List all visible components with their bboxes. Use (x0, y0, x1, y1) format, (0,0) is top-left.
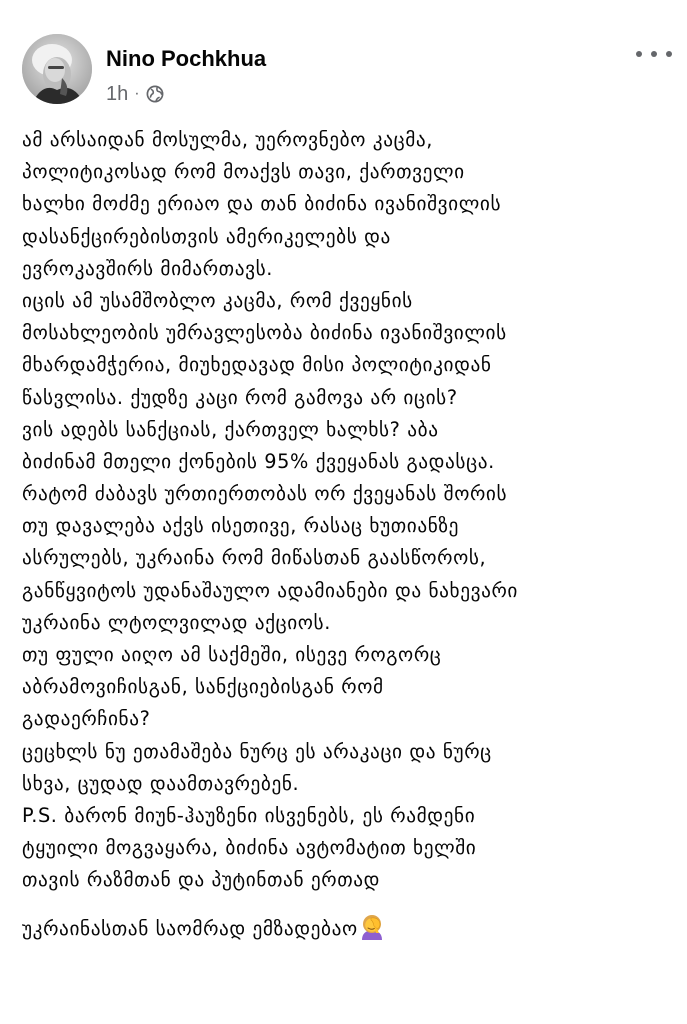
post-line: იცის ამ უსამშობლო კაცმა, რომ ქვეყნის (22, 288, 413, 312)
post-line: მოსახლეობის უმრავლესობა ბიძინა ივანიშვილის (22, 321, 507, 345)
dot (636, 51, 642, 57)
post-line: ცეცხლს ნუ ეთამაშება ნურც ეს არაკაცი და ნურც (22, 739, 492, 763)
post-line: ტყუილი მოგვაყარა, ბიძინა ავტომატით ხელში (22, 836, 477, 860)
post-line: მხარდამჭერია, მიუხედავად მისი პოლიტიკიდან (22, 353, 492, 377)
avatar-photo (22, 34, 92, 104)
author-name[interactable]: Nino Pochkhua (106, 46, 267, 71)
more-horizontal-icon[interactable] (636, 42, 672, 66)
post-line: რატომ ძაბავს ურთიერთობას ორ ქვეყანას შორის (22, 482, 508, 506)
post-line: პოლიტიკოსად რომ მოაქვს თავი, ქართველი (22, 160, 465, 184)
post-line: თავის რაზმთან და პუტინთან ერთად (22, 868, 380, 892)
post-line: ხალხი მოძმე ერიაო და თან ბიძინა ივანიშვილის (22, 192, 502, 216)
post-line: ვის ადებს სანქციას, ქართველ ხალხს? აბა (22, 417, 439, 441)
facepalm-emoji-icon (359, 914, 385, 940)
post-line: თუ ფული აიღო ამ საქმეში, ისევე როგორც (22, 643, 442, 666)
dot (651, 51, 657, 57)
post-line: სხვა, ცუდად დაამთავრებენ. (22, 771, 300, 795)
post-line: ასრულებს, უკრაინა რომ მიწასთან გაასწოროს, (22, 546, 487, 570)
post-text (22, 124, 682, 945)
meta-separator: · (134, 85, 140, 102)
post-line: აბრამოვიჩისგან, სანქციებისგან რომ (22, 675, 384, 699)
post-line-last (22, 913, 682, 945)
post-line: P.S. ბარონ მიუნ-ჰაუზენი ისვენებს, ეს რამდენი (22, 803, 476, 827)
post-line-last-text: უკრაინასთან საომრად ემზადებაო (22, 916, 358, 940)
post-meta (106, 82, 164, 106)
post-line: ამ არსაიდან მოსულმა, უეროვნებო კაცმა, (22, 128, 433, 151)
post-line: ევროკავშირს მიმართავს. (22, 256, 273, 280)
post-line: თუ დავალება აქვს ისეთივე, რასაც ხუთიანზე (22, 514, 460, 538)
post-line: წასვლისა. ქუდზე კაცი რომ გამოვა არ იცის? (22, 385, 458, 409)
post-time[interactable]: 1h (106, 82, 129, 105)
post-line: უკრაინა ლტოლვილად აქციოს. (22, 610, 331, 634)
post-line: დასანქცირებისთვის ამერიკელებს და (22, 224, 391, 248)
post-line: ბიძინამ მთელი ქონების 95% ქვეყანას გადასცა. (22, 449, 495, 473)
post-header (22, 34, 672, 114)
post-line: გადაერჩინა? (22, 707, 151, 731)
dot (666, 51, 672, 57)
avatar[interactable] (22, 34, 92, 104)
line-gap (22, 897, 682, 913)
globe-icon[interactable] (146, 85, 164, 103)
post-line: განწყვიტოს უდანაშაულო ადამიანები და ნახევარი (22, 578, 518, 602)
